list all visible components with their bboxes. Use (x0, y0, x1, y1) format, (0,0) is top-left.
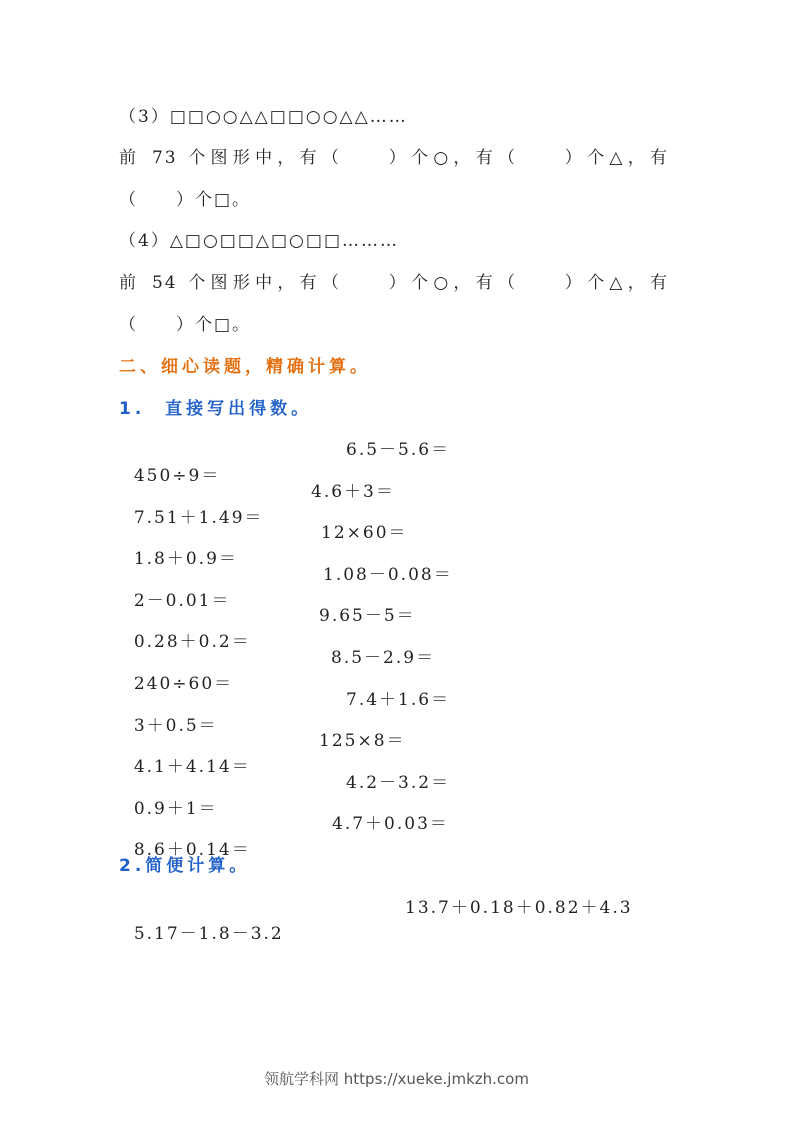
calc-row (119, 562, 453, 611)
calc-left: 8.6＋0.14＝ (133, 840, 251, 860)
calc-left: 2－0.01＝ (133, 591, 231, 611)
calc-right: 4.2－3.2＝ (346, 773, 451, 793)
simplify-right: 13.7＋0.18＋0.82＋4.3 (405, 898, 633, 918)
calc-row (119, 687, 451, 736)
calc-right: 7.4＋1.6＝ (346, 690, 451, 710)
calc-right: 6.5－5.6＝ (346, 440, 451, 460)
pattern4-question-cont: （ ）个□。 (119, 315, 252, 335)
calc-right: 9.65－5＝ (319, 606, 416, 626)
pattern4-header: （4）△□○□□△□○□□……… (119, 231, 400, 251)
calc-row (119, 479, 395, 528)
footer-watermark: 领航学科网 https://xueke.jmkzh.com (264, 1070, 529, 1088)
section2-title: 二、细心读题，精确计算。 (119, 357, 371, 377)
calc-left: 3＋0.5＝ (133, 716, 218, 736)
calc-row (119, 811, 449, 860)
calc-right: 8.5－2.9＝ (331, 648, 436, 668)
simplify-row (119, 895, 633, 944)
pattern3-question-cont: （ ）个□。 (119, 190, 252, 210)
part2-title: 2.简便计算。 (119, 856, 251, 876)
calc-row (119, 728, 406, 777)
calc-left: 450÷9＝ (133, 466, 221, 486)
calc-right: 12×60＝ (321, 523, 408, 543)
pattern3-question: 前 73 个图形中，有（ ）个○，有（ ）个△，有 (119, 148, 669, 168)
calc-row (119, 603, 416, 652)
calc-right: 125×8＝ (319, 731, 406, 751)
calc-left: 1.8＋0.9＝ (133, 549, 238, 569)
calc-left: 4.1＋4.14＝ (133, 757, 251, 777)
calc-left: 7.51＋1.49＝ (133, 508, 264, 528)
calc-row (119, 520, 408, 569)
calc-right: 4.7＋0.03＝ (332, 814, 449, 834)
calc-right: 4.6＋3＝ (311, 482, 395, 502)
part1-title: 1. 直接写出得数。 (119, 399, 313, 419)
calc-right: 1.08－0.08＝ (323, 565, 453, 585)
pattern3-header: （3）□□○○△△□□○○△△…… (119, 107, 408, 127)
calc-row (119, 770, 451, 819)
calc-left: 240÷60＝ (133, 674, 234, 694)
simplify-left: 5.17－1.8－3.2 (133, 924, 284, 944)
calc-row (119, 645, 436, 694)
calc-left: 0.9＋1＝ (133, 799, 218, 819)
calc-row (119, 437, 451, 486)
pattern4-question: 前 54 个图形中，有（ ）个○，有（ ）个△，有 (119, 273, 669, 293)
calc-left: 0.28＋0.2＝ (133, 632, 251, 652)
